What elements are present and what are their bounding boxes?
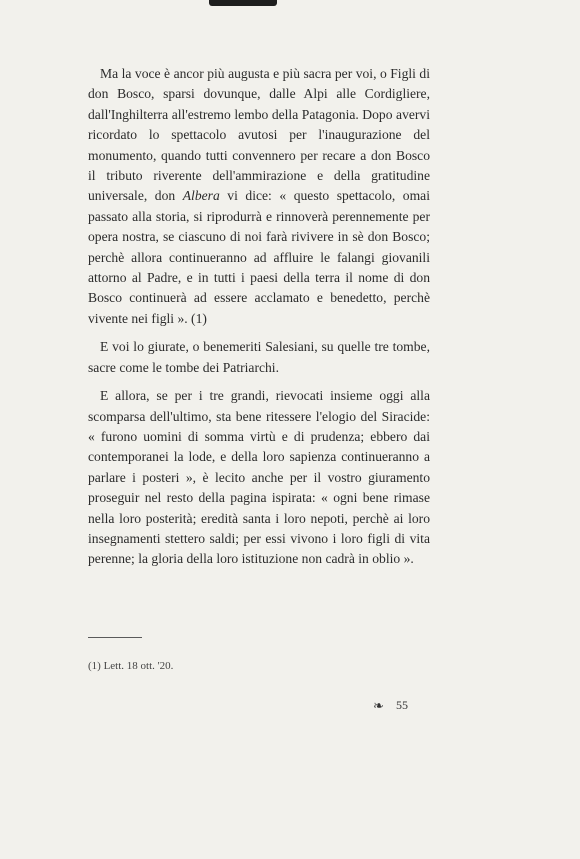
page-number: 55	[396, 698, 408, 712]
paragraph-2	[88, 337, 430, 378]
body-text	[88, 64, 430, 570]
paragraph-1-part-1: Ma la voce è ancor più augusta e più sacra per voi, o Figli di don Bosco, sparsi dovunque, dalle Alpi alle Cordigliere, dall'Inghilterra all'estremo lembo della Patagonia. Dopo avervi ricordato lo spettacolo avutosi per l'inaugurazione del monumento, quando tutti convennero per recare a don Bosco il tributo riverente dell'ammirazione e della gratitudine universale, don	[88, 66, 430, 204]
paragraph-1-italic-name: Albera	[182, 188, 220, 204]
footnote: (1) Lett. 18 ott. '20.	[88, 660, 174, 672]
ornament-icon: ❧	[373, 698, 384, 713]
paragraph-1	[88, 64, 430, 329]
paragraph-3-text: E allora, se per i tre grandi, rievocati insieme oggi alla scomparsa dell'ultimo, sta bene ritessere l'elogio del Siracide: « furono uomini di somma virtù e di prudenza; ebbero dai contemporanei la lode, e della loro sapienza continueranno a parlare i posteri », è lecito anche per il vostro giuramento proseguir nel resto della pagina ispirata: « ogni bene rimase nella loro posterità; eredità santa i loro nepoti, perchè ai loro insegnamenti stettero saldi; per essi vivono i loro figli di vita perenne; la gloria della loro istituzione non cadrà in oblio ».	[88, 388, 430, 567]
top-edge-mark	[209, 0, 277, 6]
footnote-rule	[88, 637, 142, 638]
paragraph-3	[88, 386, 430, 570]
paragraph-2-text: E voi lo giurate, o benemeriti Salesiani, su quelle tre tombe, sacre come le tombe dei Patriarchi.	[88, 339, 430, 375]
paragraph-1-part-3: vi dice: « questo spettacolo, omai passato alla storia, si riprodurrà e rinnoverà perennemente per opera nostra, se ciascuno di noi farà rivivere in sè don Bosco; perchè allora continueranno ad affluire le falangi giovanili attorno al Padre, e in tutti i paesi della terra il nome di don Bosco continuerà ad essere acclamato e benedetto, perchè vivente nei figli ». (1)	[88, 188, 430, 326]
